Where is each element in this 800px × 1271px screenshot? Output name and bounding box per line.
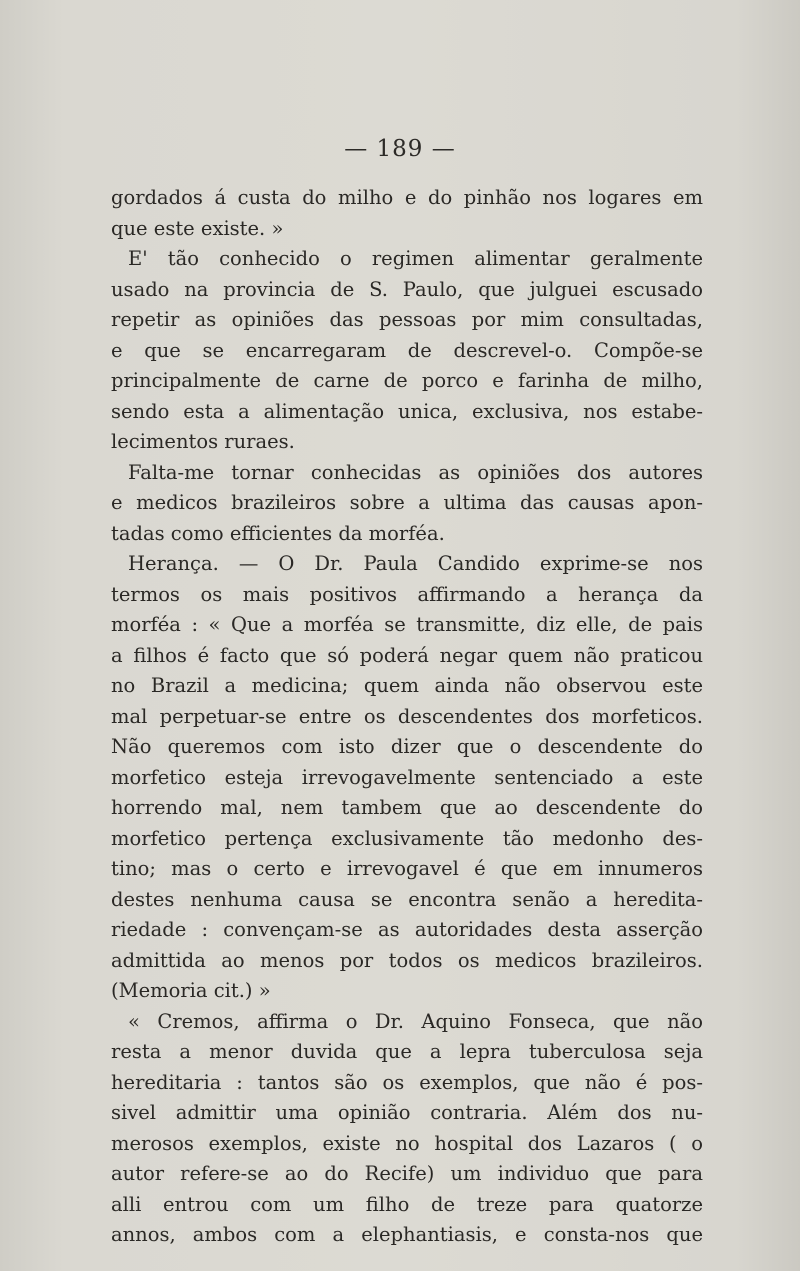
text-line: hereditaria : tantos são os exemplos, que não é pos- xyxy=(111,1070,703,1094)
text-line: principalmente de carne de porco e farinha de milho, xyxy=(111,369,703,392)
text-line: « Cremos, affirma o Dr. Aquino Fonseca, que não xyxy=(128,1009,703,1033)
text-line: destes nenhuma causa se encontra senão a heredita- xyxy=(111,887,703,911)
text-line: annos, ambos com a elephantiasis, e consta-nos que xyxy=(111,1223,703,1246)
text-line: autor refere-se ao do Recife) um individuo que para xyxy=(111,1162,703,1185)
text-line: morfetico pertença exclusivamente tão medonho des- xyxy=(111,826,703,850)
body-text xyxy=(111,183,703,1251)
text-line: repetir as opiniões das pessoas por mim consultadas, xyxy=(111,308,703,331)
text-line: morféa : « Que a morféa se transmitte, diz elle, de pais xyxy=(111,613,703,636)
text-line: tadas como efficientes da morféa. xyxy=(111,521,445,545)
text-line: gordados á custa do milho e do pinhão nos logares em xyxy=(111,186,703,209)
text-line: resta a menor duvida que a lepra tuberculosa seja xyxy=(111,1040,703,1063)
text-line: e medicos brazileiros sobre a ultima das causas apon- xyxy=(111,491,703,514)
text-line: merosos exemplos, existe no hospital dos Lazaros ( o xyxy=(111,1131,703,1155)
text-line: que este existe. » xyxy=(111,216,284,240)
text-line: lecimentos ruraes. xyxy=(111,430,295,453)
text-line: mal perpetuar-se entre os descendentes dos morfeticos. xyxy=(111,704,703,728)
text-line: termos os mais positivos affirmando a herança da xyxy=(111,582,703,606)
text-line: alli entrou com um filho de treze para quatorze xyxy=(111,1192,703,1216)
text-line: horrendo mal, nem tambem que ao descendente do xyxy=(111,796,703,819)
text-line: sendo esta a alimentação unica, exclusiva, nos estabe- xyxy=(111,399,703,423)
text-line: Herança. — O Dr. Paula Candido exprime-se nos xyxy=(128,552,703,575)
text-line: admittida ao menos por todos os medicos brazileiros. xyxy=(111,948,703,972)
text-line: a filhos é facto que só poderá negar quem não praticou xyxy=(111,643,703,667)
text-line: riedade : convençam-se as autoridades desta asserção xyxy=(111,918,703,941)
text-line: tino; mas o certo e irrevogavel é que em innumeros xyxy=(111,857,703,880)
text-line: Não queremos com isto dizer que o descendente do xyxy=(111,735,703,758)
text-line: E' tão conhecido o regimen alimentar geralmente xyxy=(128,247,703,270)
text-line: usado na provincia de S. Paulo, que julguei escusado xyxy=(111,277,703,301)
text-line: (Memoria cit.) » xyxy=(111,979,271,1002)
text-line: sivel admittir uma opinião contraria. Além dos nu- xyxy=(111,1101,703,1124)
text-line: no Brazil a medicina; quem ainda não observou este xyxy=(111,674,703,697)
text-line: morfetico esteja irrevogavelmente sentenciado a este xyxy=(111,765,703,789)
text-line: Falta-me tornar conhecidas as opiniões dos autores xyxy=(128,460,703,484)
text-line: e que se encarregaram de descrevel-o. Compõe-se xyxy=(111,338,703,362)
page-number: — 189 — xyxy=(344,136,456,162)
